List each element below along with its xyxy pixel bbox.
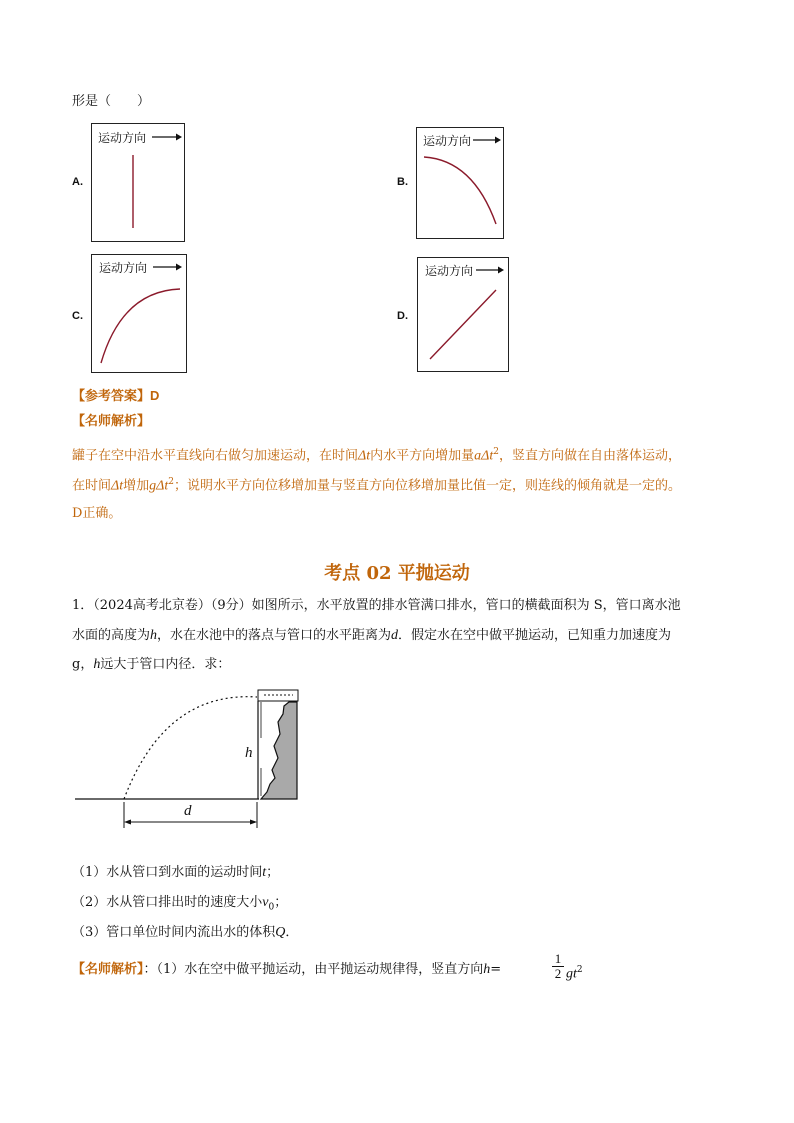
- question-var: t: [262, 865, 267, 880]
- question-text: （2）水从管口排出时的速度大小: [72, 895, 263, 910]
- option-d-line: [418, 258, 510, 373]
- problem-var: d: [391, 628, 399, 643]
- option-b-box-label: 运动方向: [423, 134, 472, 148]
- solution-fraction: [552, 952, 564, 981]
- question-var: Q: [275, 925, 286, 940]
- fraction-denominator: 2: [552, 966, 564, 981]
- question-1: [72, 864, 279, 882]
- option-a-box-label: 运动方向: [98, 131, 147, 145]
- answer-tag: 【参考答案】: [72, 389, 151, 404]
- option-b-curve: [417, 128, 505, 240]
- superscript: 2: [493, 447, 499, 457]
- question-3: [72, 924, 298, 942]
- problem-text: ．假定水在空中做平抛运动，已知重力加速度为: [398, 628, 672, 643]
- solution-tail: [566, 961, 583, 983]
- section-title: 考点 02 平抛运动: [324, 563, 470, 584]
- analysis-text: ；说明水平方向位移增加量与竖直方向位移增加量比值一定，则连线的倾角就是一定的。: [173, 478, 681, 494]
- option-b-label: B.: [397, 176, 408, 188]
- question-text: ；: [266, 865, 280, 880]
- option-a-line: [92, 124, 186, 243]
- fraction-numerator: 1: [554, 951, 562, 966]
- analysis-line-1: [72, 443, 681, 465]
- subscript: 0: [268, 902, 275, 913]
- problem-text: 水面的高度为: [72, 628, 151, 643]
- answer-value: D: [150, 388, 160, 403]
- analysis-text: 罐子在空中沿水平直线向右做匀加速运动，在时间: [72, 448, 359, 464]
- solution-line: [72, 961, 501, 979]
- option-b-figure: [416, 127, 504, 239]
- question-2: [72, 894, 287, 917]
- problem-var: h: [93, 657, 101, 672]
- analysis-var: Δt: [358, 448, 371, 464]
- option-c-label: C.: [72, 310, 83, 322]
- problem-text: ，水在水池中的落点与管口的水平距离为: [157, 628, 392, 643]
- solution-tag: 【名师解析】: [72, 962, 144, 977]
- option-c-figure: [91, 254, 187, 373]
- solution-text: ：（1）水在空中做平抛运动，由平抛运动规律得，竖直方向: [143, 962, 484, 977]
- question-text: （1）水从管口到水面的运动时间: [72, 865, 263, 880]
- option-a-label: A.: [72, 176, 83, 188]
- superscript: 2: [576, 965, 583, 975]
- projectile-figure: [75, 686, 310, 832]
- answer-line: [72, 387, 159, 406]
- analysis-text: 在时间: [72, 478, 112, 494]
- analysis-var: Δt: [111, 478, 124, 494]
- problem-line-3: [72, 656, 230, 674]
- option-d-label: D.: [397, 310, 408, 322]
- option-a-figure: [91, 123, 185, 242]
- solution-var: h: [483, 962, 491, 977]
- problem-line-2: [72, 627, 671, 645]
- option-c-box-label: 运动方向: [99, 261, 148, 275]
- option-c-curve: [92, 255, 188, 374]
- question-text: ；: [274, 895, 288, 910]
- solution-var: gt: [566, 966, 577, 982]
- solution-equals: =: [490, 962, 502, 977]
- question-text: （3）管口单位时间内流出水的体积: [72, 925, 276, 940]
- superscript: 2: [168, 477, 174, 487]
- question-text: ．: [285, 925, 299, 940]
- figure-d-label: d: [184, 803, 192, 819]
- analysis-line-2: [72, 473, 681, 495]
- problem-text: 远大于管口内径．求：: [100, 657, 231, 672]
- analysis-tag: 【名师解析】: [72, 414, 151, 429]
- problem-var: h: [150, 628, 158, 643]
- analysis-line-3: D正确。: [72, 506, 122, 521]
- analysis-text: ，竖直方向做在自由落体运动，: [498, 448, 681, 464]
- problem-text: g，: [72, 657, 94, 672]
- question-var: v: [262, 895, 269, 910]
- analysis-text: 内水平方向增加量: [370, 448, 475, 464]
- analysis-var: gΔt: [149, 478, 169, 494]
- figure-h-label: h: [245, 745, 253, 761]
- analysis-var: aΔt: [474, 448, 494, 464]
- problem-line-1: 1．（2024高考北京卷）（9分）如图所示，水平放置的排水管满口排水，管口的横截面积为 S，管口离水池: [72, 598, 681, 613]
- question-text: 形是（ ）: [72, 94, 151, 109]
- analysis-text: 增加: [123, 478, 150, 494]
- option-d-box-label: 运动方向: [425, 264, 474, 278]
- option-d-figure: [417, 257, 509, 372]
